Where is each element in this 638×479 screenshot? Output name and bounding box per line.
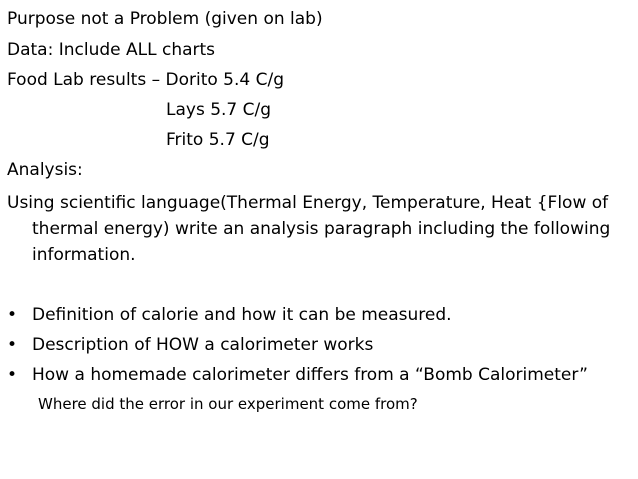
bullet-icon: • [7, 365, 18, 385]
bullet-icon: • [7, 305, 18, 325]
analysis-heading: Analysis: [7, 160, 83, 180]
bullet-text: Description of HOW a calorimeter works [32, 335, 374, 355]
frito-result-line: Frito 5.7 C/g [166, 130, 270, 150]
paragraph-line-3: information. [32, 245, 136, 265]
list-item [7, 330, 588, 360]
bullet-text: How a homemade calorimeter differs from a “Bomb Calorimeter” [32, 365, 588, 385]
lays-result-line: Lays 5.7 C/g [166, 100, 272, 120]
analysis-paragraph [7, 190, 619, 268]
purpose-line: Purpose not a Problem (given on lab) [7, 9, 323, 29]
requirements-list [7, 300, 588, 390]
paragraph-line-1: Using scientific language(Thermal Energy, Temperature, Heat {Flow of [7, 193, 609, 213]
bullet-icon: • [7, 335, 18, 355]
list-item [7, 360, 588, 390]
paragraph-line-2: thermal energy) write an analysis paragraph including the following [32, 219, 611, 239]
data-line: Data: Include ALL charts [7, 40, 216, 60]
list-item [7, 300, 588, 330]
bullet-text: Definition of calorie and how it can be measured. [32, 305, 452, 325]
food-lab-results-line: Food Lab results – Dorito 5.4 C/g [7, 70, 285, 90]
error-question: Where did the error in our experiment come from? [38, 395, 418, 413]
